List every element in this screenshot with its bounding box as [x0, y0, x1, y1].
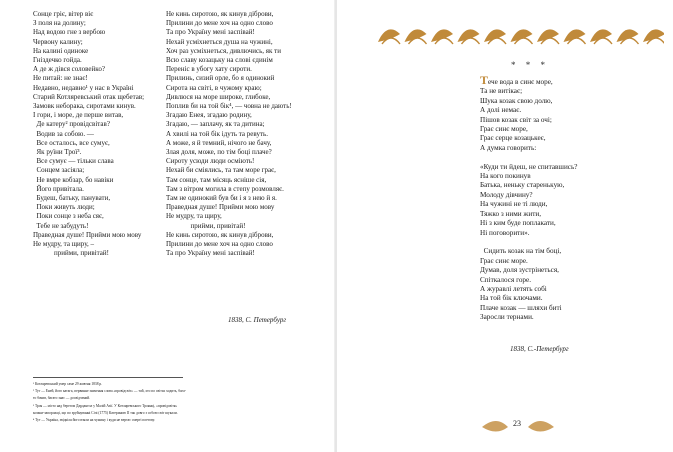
ornament-leaf-icon [484, 29, 506, 44]
poem-line: А думка говорить: [480, 143, 537, 152]
poem-line: Будеш, батьку, панувати, [33, 194, 111, 203]
footnote-line: то бачив, багато знає — досвідчений. [33, 396, 91, 401]
poem-line: А може, я й темний, нічого не бачу, [166, 138, 272, 147]
drop-cap: Т [480, 73, 489, 87]
poem-line: прийми, привітай! [166, 221, 246, 230]
poem-line: «Куди ти йдеш, не спитавшись? [480, 162, 578, 171]
poem-line: На калині одиноке [33, 46, 89, 55]
poem-line: Не мудру, та щиру, – [33, 240, 95, 249]
poem-line: Згадаю, — заплачу, як та дитина; [166, 120, 265, 129]
section-stars: * * * [511, 60, 549, 70]
poem-line: Сидить козак на тім боці, [480, 247, 562, 256]
poem-line: А де ж дівся соловейко? [33, 65, 105, 74]
poem-line: А долі немає. [480, 106, 522, 115]
poem-line: На чужині не ті люди, [480, 200, 548, 209]
poem-line: Недавно, недавно¹ у нас в Україні [33, 83, 134, 92]
poem-line: Згадаю Енея, згадаю родину, [166, 111, 252, 120]
poem-line: Прилини до мене хоч на одно слово [166, 240, 273, 249]
poem-line: Там сонце, там місяць ясніше сія, [166, 175, 267, 184]
poem-line: Поплив би на той бік⁴, — човна не дають! [166, 102, 292, 111]
poem-right [480, 73, 660, 323]
poem-line: Дивлюся на море широке, глибоке, [166, 92, 271, 101]
poem-line: Батька, неньку старенькую, [480, 181, 565, 190]
ornament-leaf-icon [378, 29, 400, 44]
ornament-leaf-icon [405, 29, 427, 44]
poem-line: Поки сонце з неба сяє, [33, 212, 104, 221]
footnote-line: ⁴ Тут — Україна, звідкіля його взяли на чужину і куди не вертає смерті поетову. [33, 418, 155, 423]
poem-line: Гніздечко гойда. [33, 56, 82, 65]
poem-line: Поки живуть люди; [33, 203, 95, 212]
ornament-leaf-icon [511, 29, 533, 44]
footnote-line: ¹ Котляревський умер саме 29 жовтня 1838 р. [33, 382, 103, 386]
poem-line: Сирота на світі, в чужому краю; [166, 83, 262, 92]
poem-line: Прилинь, сизий орле, бо я одинокий [166, 74, 275, 83]
poem-line: Шука козак свою долю, [480, 96, 553, 105]
poem-line: Нехай би сміялись, та там море грає, [166, 166, 276, 175]
poem-line: І гори, і море, де перше витав, [33, 111, 124, 120]
poem-line [480, 238, 660, 247]
poem-line [480, 153, 660, 162]
poem-line: Не питай: не знає! [33, 74, 88, 83]
ornament-leaf-icon [643, 29, 664, 44]
poem-line: Молоду дівчину? [480, 190, 533, 199]
poem-line: Водив за собою. — [33, 129, 94, 138]
ornament-leaf-icon [537, 29, 559, 44]
ornament-header-icon [372, 20, 664, 50]
poem-line: Грає синє море, [480, 125, 528, 134]
page-number: 23 [513, 419, 521, 428]
poem-line: Хоч раз усміхнеться, дивлючись, як ти [166, 46, 281, 55]
poem-line: Та про Україну мені заспівай! [166, 249, 255, 258]
poem-line: А хвилі на той бік ідуть та ревуть. [166, 129, 268, 138]
poem-line: Та про Україну мені заспівай! [166, 28, 255, 37]
poem-line: Не мудру, та щиру, [166, 212, 222, 221]
poem-line: Пішов козак світ за очі; [480, 115, 552, 124]
poem-first-line [480, 73, 660, 87]
ornament-leaf-icon [590, 29, 612, 44]
footnote-line: козаки-запорожці, що по зруйнуванні Січі (1775) Катериною II так довго з собою світ шукали. [33, 410, 178, 415]
poem-line: Сонцем засіяла; [33, 166, 85, 175]
poem-line: З поля на долину; [33, 19, 86, 28]
poem-line: Сонце гріє, вітер віє [33, 10, 94, 18]
poem-line: Не кинь сиротою, як кинув діброви, [166, 230, 274, 239]
poem-line: На кого покинув [480, 172, 531, 181]
poem-line: Всю славу козацьку на слові єдинім [166, 56, 273, 65]
poem-line: Нехай усміхнеться душа на чужині, [166, 37, 273, 46]
poem-line: Як руїни Трої³. [33, 148, 82, 157]
poem-line: Плаче козак — шляхи биті [480, 303, 562, 312]
poem-line: Старий Котляревський отак щебетав; [33, 92, 145, 101]
ornament-leaf-icon [458, 29, 480, 44]
poem-line: Ні поговорити». [480, 228, 530, 237]
poem-line: Заросли тернами. [480, 313, 534, 322]
poem-line: Червону калину; [33, 37, 83, 46]
poem-line: Тебе не забудуть! [33, 221, 89, 230]
poem-line: Праведная душе! Прийми мою мову [166, 203, 275, 212]
poem-line: Не вмре кобзар, бо навіки [33, 175, 114, 184]
footnote-rule [33, 377, 183, 378]
poem-line: Над водою гне з вербою [33, 28, 106, 37]
poem-line: Де катеру² провідсвітав? [33, 120, 110, 129]
poem-line: Там не одинокий був би і я з нею й я. [166, 194, 277, 203]
poem-line: Злая доля, може, по тім боці плаче? [166, 148, 272, 157]
poem-line: Сироту усюди люди осміють! [166, 157, 255, 166]
poem-column-a [33, 10, 163, 258]
poem-line: Переніс в убогу хату сироти. [166, 65, 252, 74]
signature-right: 1838, С.-Петербург [510, 345, 569, 353]
poem-line: Тяжко з ними жити, [480, 209, 542, 218]
poem-line: Не кинь сиротою, як кинув діброви, [166, 10, 274, 18]
poem-line: Грає синє море. [480, 256, 528, 265]
poem-line: Все осталось, все сумує, [33, 138, 110, 147]
poem-line: А журавлі летять собі [480, 284, 547, 293]
footnote-line: ² Тут — Еней, його катага, первинне значення слова «провідсвіт» — той, хто по світах ходить, бага- [33, 389, 186, 394]
poem-line: прийми, привітай! [33, 249, 109, 258]
poem-line: Грає серце козацькеє, [480, 134, 546, 143]
footnote-line: ³ Троя — місто над берегом Дарданелл у Малій Азії. У Котляревського Троянці, «провідсвітя» [33, 403, 178, 408]
left-page [0, 0, 336, 452]
poem-line-text: ече вода в синє море, [488, 78, 553, 86]
poem-line: Та не витікає; [480, 87, 523, 96]
ornament-leaf-icon [431, 29, 453, 44]
poem-line: Думав, доля зустрінеться, [480, 266, 559, 275]
ornament-leaf-icon [564, 29, 586, 44]
poem-line: Замовк неборака, сиротами кинув. [33, 102, 136, 111]
poem-line: Спіткалося горе. [480, 275, 532, 284]
footnotes [33, 381, 293, 424]
poem-line: Ні з ким буде поплакати, [480, 219, 556, 228]
signature-left: 1838, С. Петербург [228, 316, 287, 324]
poem-line: Прилини до мене хоч на одно слово [166, 19, 273, 28]
poem-line: Його привітала. [33, 184, 84, 193]
poem-line: Все сумує — тільки слава [33, 157, 114, 166]
poem-line: Праведная душе! Прийми мою мову [33, 230, 142, 239]
poem-line: На той бік ключами. [480, 294, 543, 303]
ornament-leaf-icon [617, 29, 639, 44]
poem-column-b [166, 10, 326, 258]
poem-line: Там з вітром могила в степу розмовляє. [166, 184, 284, 193]
